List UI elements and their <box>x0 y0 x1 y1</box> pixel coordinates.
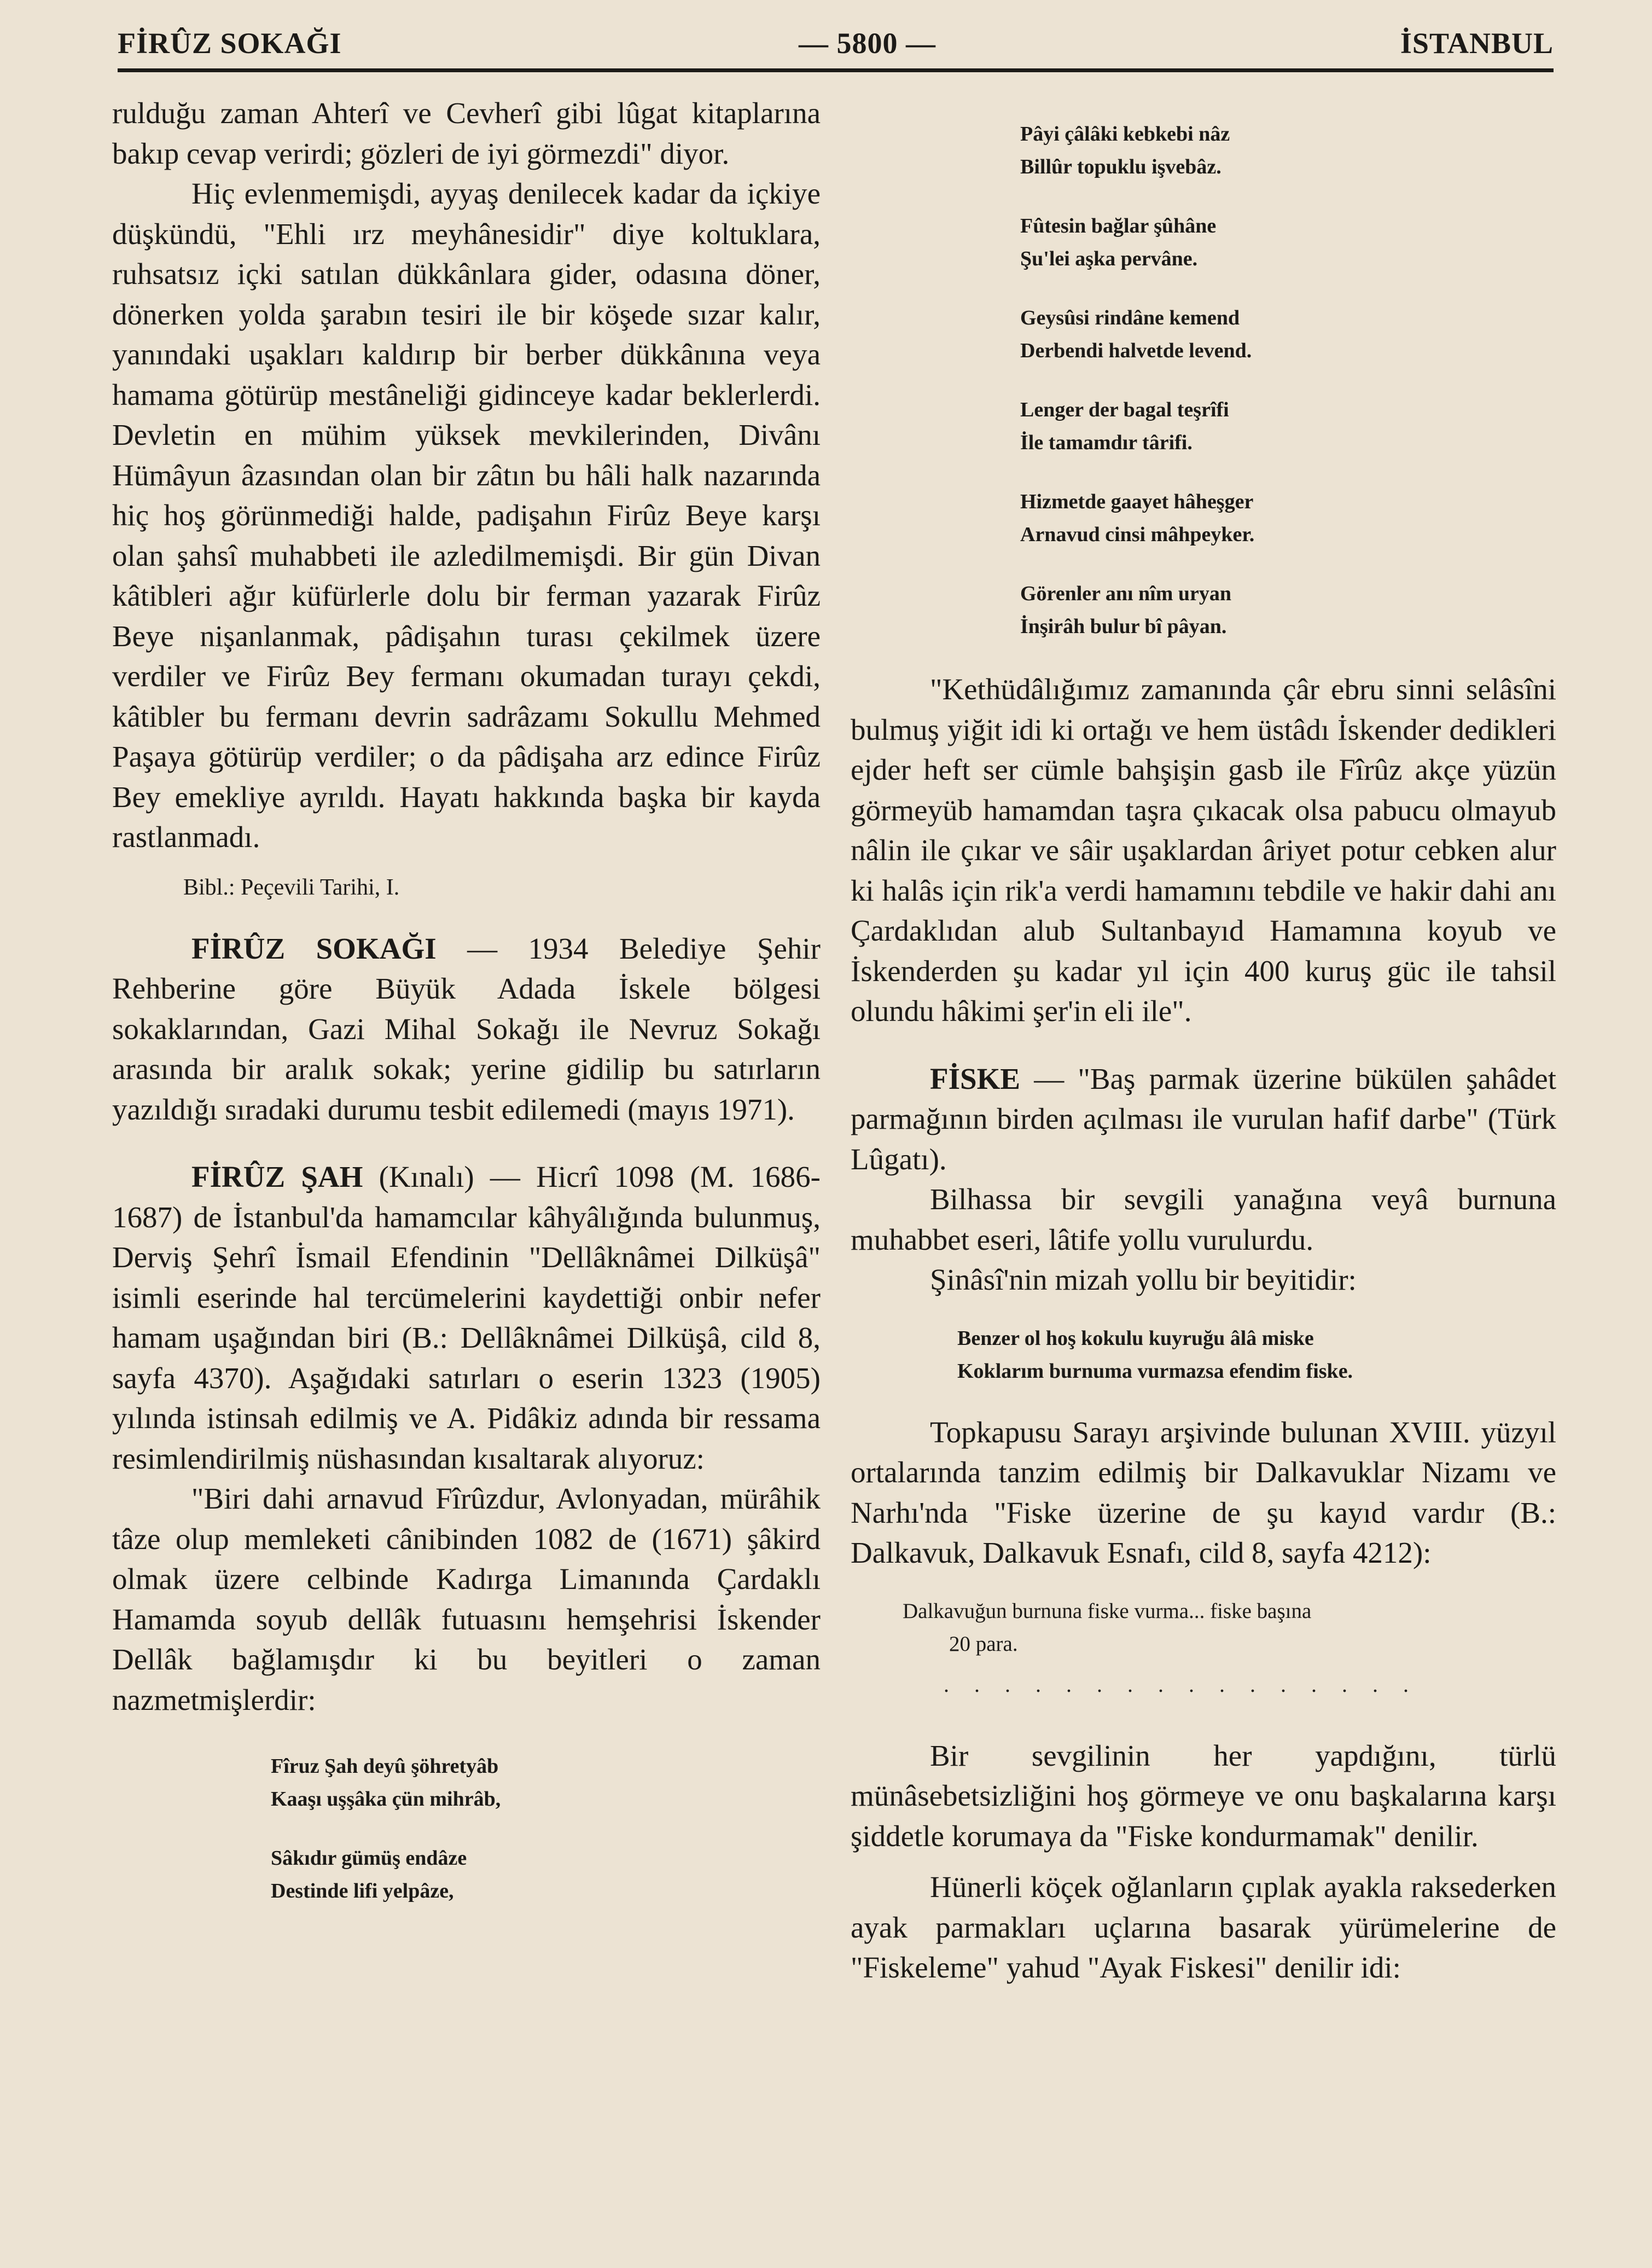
running-head-right: İSTANBUL <box>1400 27 1554 60</box>
verse-stanza <box>1020 118 1556 183</box>
entry-fiske <box>851 1059 1556 1180</box>
entry-firuz-sokagi <box>112 929 821 1130</box>
verse-line: Geysûsi rindâne kemend <box>1020 306 1240 329</box>
verse-line: Pâyi çâlâki kebkebi nâz <box>1020 123 1230 146</box>
verse-line: Sâkıdır gümüş endâze <box>271 1847 467 1870</box>
paragraph-fiske-usage: Bilhassa bir sevgili yanağına veyâ burnuna muhabbet eseri, lâtife yollu vurulurdu. <box>851 1182 1556 1256</box>
entry-text: — 1934 Belediye Şehir Rehberine göre Büyük Adada İskele bölgesi sokaklarından, Gazi Mihal Sokağı ile Nevruz Sokağı arasında bir aralık sokak; yerine gidilip bu satırların yazıldığı sıradaki durumu tesbit edilemedi (mayıs 1971). <box>112 931 821 1126</box>
header-rule <box>118 68 1554 72</box>
couplet-quote <box>957 1322 1556 1388</box>
verse-stanza <box>271 1842 821 1907</box>
verse-line: Görenler anı nîm uryan <box>1020 582 1232 605</box>
verse-line: Kaaşı uşşâka çün mihrâb, <box>271 1788 501 1811</box>
entry-title: FİSKE <box>930 1062 1021 1095</box>
verse-stanza <box>271 1750 821 1815</box>
verse-line: Fîruz Şah deyû şöhretyâb <box>271 1755 499 1778</box>
verse-stanza <box>1020 301 1556 367</box>
verse-stanza <box>1020 210 1556 275</box>
right-column <box>851 93 1556 1988</box>
verse-line: Şu'lei aşka pervâne. <box>1020 247 1198 270</box>
entry-title: FİRÛZ SOKAĞI <box>191 931 437 965</box>
paragraph-continued: rulduğu zaman Ahterî ve Cevherî gibi lûgat kitaplarına bakıp cevap verirdi; gözleri de iyi görmezdi" diyor. <box>112 96 821 170</box>
verse-line: Billûr topuklu işvebâz. <box>1020 155 1221 178</box>
entry-firuz-sah <box>112 1157 821 1478</box>
couplet-line: Koklarım burnuma vurmazsa efendim fiske. <box>957 1359 1353 1383</box>
bibliography-note: Bibl.: Peçevili Tarihi, I. <box>183 874 400 900</box>
verse-stanza <box>1020 577 1556 643</box>
paragraph-kocek: Hünerli köçek oğlanların çıplak ayakla raksederken ayak parmakları uçlarına basarak yürümelerine de "Fiskeleme" yahud "Ayak Fiskesi" denilir idi: <box>851 1870 1556 1984</box>
page-header <box>118 22 1554 66</box>
couplet-line: Benzer ol hoş kokulu kuyruğu âlâ miske <box>957 1326 1314 1350</box>
verse-line: Derbendi halvetde levend. <box>1020 339 1252 362</box>
verse-line: İnşirâh bulur bî pâyan. <box>1020 615 1227 638</box>
verse-block <box>271 1750 821 1907</box>
page-number: — 5800 — <box>799 27 936 60</box>
verse-stanza <box>1020 393 1556 459</box>
paragraph-kethudalik: "Kethüdâlığımız zamanında çâr ebru sinni selâsîni bulmuş yiğit idi ki ortağı ve hem üstâdı İskender dedikleri ejder heft ser cümle bahşişin gasb ile Fîrûz akçe yüzün görmeyüb hamamdan taşra çıkacak olsa pabucu olmayub nâlin ile çıkar ve sâir uşaklardan âriyet potur cebken alur ki halâs için rik'a verdi hamamını tebdile ve hakir dahi anı Çardaklıdan alub Sultanbayıd Hamamına koyub ve İskenderden şu kadar yıl için 400 kuruş güc ile tahsil olundu hâkimi şer'in eli ile". <box>851 672 1556 1028</box>
paragraph-sevgili: Bir sevgilinin her yapdığını, türlü münâsebetsizliğini hoş görmeye ve onu başkalarına karşı şiddetle korumaya da "Fiske kondurmamak" denilir. <box>851 1738 1556 1853</box>
note-line: 20 para. <box>949 1632 1018 1656</box>
paragraph-topkapi: Topkapusu Sarayı arşivinde bulunan XVIII. yüzyıl ortalarında tanzim edilmiş bir Dalkavuklar Nizamı ve Narhı'nda "Fiske üzerine de şu kayıd vardır (B.: Dalkavuk, Dalkavuk Esnafı, cild 8, sayfa 4212): <box>851 1415 1556 1569</box>
verse-stanza <box>1020 485 1556 551</box>
verse-line: Destinde lifi yelpâze, <box>271 1880 454 1902</box>
paragraph-quotation: "Biri dahi arnavud Fîrûzdur, Avlonyadan, mürâhik tâze olup memleketi cânibinden 1082 de (1671) şâkird olmak üzere celbinde Kadırga Limanında Çardaklı Hamamda soyub dellâk futuasını hemşehrisi İskender Dellâk bağlamışdır ki bu beyitleri o zaman nazmetmişlerdir: <box>112 1482 821 1716</box>
paragraph-sinasi: Şinâsî'nin mizah yollu bir beyitidir: <box>930 1263 1357 1296</box>
verse-line: İle tamamdır târifi. <box>1020 431 1193 454</box>
entry-text: — "Baş parmak üzerine bükülen şahâdet parmağının birden açılması ile vurulan hafif darbe" (Türk Lûgatı). <box>851 1062 1556 1176</box>
entry-title: FİRÛZ ŞAH <box>191 1160 363 1193</box>
verse-line: Fûtesin bağlar şûhâne <box>1020 214 1217 237</box>
archive-note <box>903 1595 1556 1661</box>
ellipsis-row: . . . . . . . . . . . . . . . . <box>944 1672 1418 1697</box>
verse-line: Lenger der bagal teşrîfi <box>1020 398 1229 421</box>
running-head-left: FİRÛZ SOKAĞI <box>118 27 342 60</box>
note-line: Dalkavuğun burnuna fiske vurma... fiske başına <box>903 1599 1312 1623</box>
left-column <box>112 93 821 1934</box>
verse-line: Arnavud cinsi mâhpeyker. <box>1020 523 1255 546</box>
entry-text: (Kınalı) — Hicrî 1098 (M. 1686-1687) de İstanbul'da hamamcılar kâhyâlığında bulunmuş, Derviş Şehrî İsmail Efendinin "Dellâknâmei Dilküşâ" isimli eserinde hal tercümelerini kaydettiği onbir nefer hamam uşağından biri (B.: Dellâknâmei Dilküşâ, cild 8, sayfa 4370). Aşağıdaki satırları o eserin 1323 (1905) yılında istinsah edilmiş ve A. Pidâkiz adında bir ressama resimlendirilmiş nüshasından kısaltarak alıyoruz: <box>112 1160 821 1475</box>
verse-line: Hizmetde gaayet hâheşger <box>1020 490 1254 513</box>
paragraph-biography: Hiç evlenmemişdi, ayyaş denilecek kadar da içkiye düşkündü, "Ehli ırz meyhânesidir" diye koltuklara, ruhsatsız içki satılan dükkânlara gider, odasına döner, dönerken yolda şarabın tesiri ile bir köşede sızar kalır, yanındaki uşakları kaldırıp bir berber dükkânına veya hamama götürüp mestâneliği gidinceye kadar beklerlerdi. Devletin en mühim yüksek mevkilerinden, Divânı Hümâyun âzasından olan bir zâtın bu hâli halk nazarında hiç hoş görünmediği halde, padişahın Firûz Beye karşı olan şahsî muhabbeti ile azledilmemişdi. Bir gün Divan kâtibleri ağır küfürlerle dolu bir ferman yazarak Firûz Beye nişanlanmak, pâdişahın turası çekilmek üzere verdiler ve Firûz Bey fermanı okumadan turayı çekdi, kâtibler bu fermanı devrin sadrâzamı Sokullu Mehmed Paşaya götürüp verdiler; o da pâdişaha arz edince Firûz Bey emekliye ayrıldı. Hayatı hakkında başka bir kayda rastlanmadı. <box>112 177 821 854</box>
verse-block <box>1020 118 1556 643</box>
